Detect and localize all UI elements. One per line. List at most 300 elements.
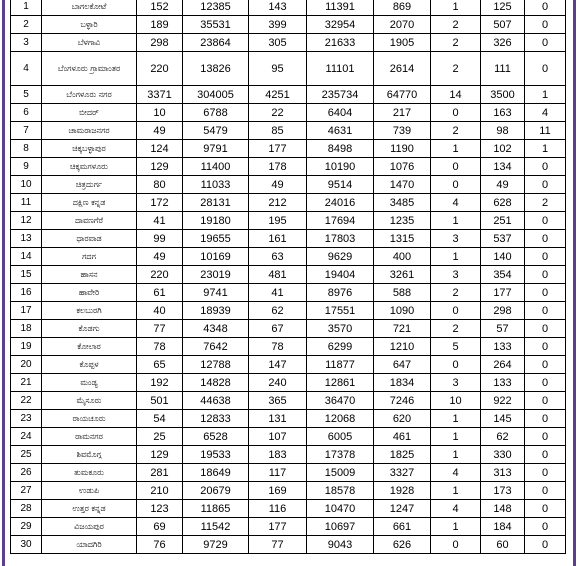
cell-district-name: ಧಾರವಾಡ — [42, 230, 137, 248]
cell-count-d: 32954 — [307, 16, 374, 34]
table-row — [11, 248, 566, 266]
cell-serial-number: 7 — [11, 122, 42, 140]
cell-count-b: 20679 — [183, 482, 249, 500]
table-row — [11, 230, 566, 248]
cell-count-d: 3570 — [307, 320, 374, 338]
table-row — [11, 446, 566, 464]
table-row — [11, 212, 566, 230]
cell-count-c: 62 — [249, 302, 307, 320]
cell-count-f: 0 — [431, 536, 481, 554]
table-row — [11, 140, 566, 158]
cell-count-a: 172 — [137, 194, 183, 212]
cell-count-h: 0 — [525, 518, 566, 536]
cell-count-a: 123 — [137, 500, 183, 518]
cell-count-e: 626 — [374, 536, 431, 554]
cell-count-d: 10697 — [307, 518, 374, 536]
cell-count-g: 326 — [481, 34, 525, 52]
cell-district-name: ದಾವಣಗೆರೆ — [42, 212, 137, 230]
cell-count-h: 0 — [525, 34, 566, 52]
cell-count-c: 195 — [249, 212, 307, 230]
cell-count-c: 67 — [249, 320, 307, 338]
cell-count-d: 17694 — [307, 212, 374, 230]
cell-serial-number: 24 — [11, 428, 42, 446]
cell-count-c: 240 — [249, 374, 307, 392]
cell-district-name: ಉಡುಪಿ — [42, 482, 137, 500]
cell-district-name: ಕೊಪ್ಪಳ — [42, 356, 137, 374]
table-row — [11, 158, 566, 176]
cell-count-f: 2 — [431, 122, 481, 140]
cell-count-h: 0 — [525, 230, 566, 248]
cell-district-name: ವಿಜಯಪುರ — [42, 518, 137, 536]
cell-count-d: 11877 — [307, 356, 374, 374]
cell-count-h: 0 — [525, 500, 566, 518]
cell-count-g: 125 — [481, 0, 525, 16]
cell-count-e: 1090 — [374, 302, 431, 320]
cell-serial-number: 28 — [11, 500, 42, 518]
cell-district-name: ಬೀದರ್ — [42, 104, 137, 122]
table-body — [11, 0, 566, 554]
cell-count-c: 107 — [249, 428, 307, 446]
cell-count-e: 3485 — [374, 194, 431, 212]
cell-count-a: 10 — [137, 104, 183, 122]
cell-district-name: ಕಲಬುರಗಿ — [42, 302, 137, 320]
cell-count-b: 12385 — [183, 0, 249, 16]
cell-count-e: 739 — [374, 122, 431, 140]
cell-count-b: 11542 — [183, 518, 249, 536]
cell-count-f: 3 — [431, 266, 481, 284]
cell-count-e: 721 — [374, 320, 431, 338]
cell-count-a: 41 — [137, 212, 183, 230]
cell-district-name: ಚಿತ್ರದುರ್ಗ — [42, 176, 137, 194]
cell-count-b: 23864 — [183, 34, 249, 52]
cell-count-b: 9791 — [183, 140, 249, 158]
cell-count-c: 399 — [249, 16, 307, 34]
cell-district-name: ಕೊಡಗು — [42, 320, 137, 338]
cell-count-a: 25 — [137, 428, 183, 446]
cell-count-e: 1315 — [374, 230, 431, 248]
cell-count-a: 49 — [137, 248, 183, 266]
cell-count-c: 95 — [249, 52, 307, 86]
cell-count-c: 183 — [249, 446, 307, 464]
cell-serial-number: 23 — [11, 410, 42, 428]
cell-count-h: 0 — [525, 158, 566, 176]
cell-count-g: 133 — [481, 374, 525, 392]
cell-district-name: ಶಿವಮೊಗ್ಗ — [42, 446, 137, 464]
cell-count-h: 1 — [525, 86, 566, 104]
cell-district-name: ಬೆಂಗಳೂರು ಗ್ರಾಮಾಂತರ — [42, 52, 137, 86]
cell-count-d: 6299 — [307, 338, 374, 356]
cell-serial-number: 13 — [11, 230, 42, 248]
cell-count-a: 192 — [137, 374, 183, 392]
cell-count-h: 0 — [525, 248, 566, 266]
cell-district-name: ತುಮಕೂರು — [42, 464, 137, 482]
cell-count-a: 54 — [137, 410, 183, 428]
cell-count-a: 129 — [137, 158, 183, 176]
cell-count-g: 60 — [481, 536, 525, 554]
cell-count-f: 1 — [431, 248, 481, 266]
cell-count-e: 217 — [374, 104, 431, 122]
cell-serial-number: 26 — [11, 464, 42, 482]
cell-count-b: 19655 — [183, 230, 249, 248]
cell-serial-number: 20 — [11, 356, 42, 374]
cell-count-g: 134 — [481, 158, 525, 176]
cell-count-a: 3371 — [137, 86, 183, 104]
cell-count-h: 11 — [525, 122, 566, 140]
cell-count-f: 1 — [431, 428, 481, 446]
cell-count-g: 98 — [481, 122, 525, 140]
cell-count-h: 0 — [525, 284, 566, 302]
cell-serial-number: 9 — [11, 158, 42, 176]
table-row — [11, 52, 566, 86]
cell-count-c: 481 — [249, 266, 307, 284]
table-row — [11, 374, 566, 392]
cell-count-b: 14828 — [183, 374, 249, 392]
table-row — [11, 284, 566, 302]
cell-count-d: 8498 — [307, 140, 374, 158]
cell-serial-number: 2 — [11, 16, 42, 34]
cell-count-a: 40 — [137, 302, 183, 320]
cell-count-c: 365 — [249, 392, 307, 410]
cell-count-b: 11865 — [183, 500, 249, 518]
table-row — [11, 518, 566, 536]
cell-count-b: 10169 — [183, 248, 249, 266]
cell-district-name: ಉತ್ತರ ಕನ್ನಡ — [42, 500, 137, 518]
cell-count-a: 61 — [137, 284, 183, 302]
table-row — [11, 392, 566, 410]
cell-count-c: 116 — [249, 500, 307, 518]
cell-count-h: 0 — [525, 392, 566, 410]
cell-count-b: 12788 — [183, 356, 249, 374]
cell-count-g: 111 — [481, 52, 525, 86]
cell-serial-number: 12 — [11, 212, 42, 230]
cell-count-a: 220 — [137, 266, 183, 284]
cell-count-f: 1 — [431, 518, 481, 536]
cell-count-h: 4 — [525, 104, 566, 122]
cell-count-f: 1 — [431, 140, 481, 158]
cell-district-name: ಹಾವೇರಿ — [42, 284, 137, 302]
cell-count-g: 922 — [481, 392, 525, 410]
cell-serial-number: 6 — [11, 104, 42, 122]
cell-count-e: 1076 — [374, 158, 431, 176]
cell-count-f: 4 — [431, 194, 481, 212]
table-row — [11, 266, 566, 284]
cell-count-d: 9043 — [307, 536, 374, 554]
cell-count-e: 3261 — [374, 266, 431, 284]
cell-count-g: 3500 — [481, 86, 525, 104]
cell-count-d: 10470 — [307, 500, 374, 518]
cell-count-g: 102 — [481, 140, 525, 158]
cell-district-name: ಬಳ್ಳಾರಿ — [42, 16, 137, 34]
cell-count-e: 1905 — [374, 34, 431, 52]
table-row — [11, 176, 566, 194]
cell-serial-number: 1 — [11, 0, 42, 16]
cell-serial-number: 19 — [11, 338, 42, 356]
cell-count-f: 1 — [431, 410, 481, 428]
cell-count-h: 2 — [525, 194, 566, 212]
cell-count-d: 11101 — [307, 52, 374, 86]
district-data-table — [10, 0, 566, 554]
cell-serial-number: 10 — [11, 176, 42, 194]
cell-serial-number: 8 — [11, 140, 42, 158]
cell-count-g: 330 — [481, 446, 525, 464]
cell-count-g: 62 — [481, 428, 525, 446]
page-border-left — [2, 0, 5, 566]
cell-serial-number: 21 — [11, 374, 42, 392]
cell-count-c: 161 — [249, 230, 307, 248]
cell-count-h: 0 — [525, 464, 566, 482]
cell-count-f: 14 — [431, 86, 481, 104]
cell-count-d: 36470 — [307, 392, 374, 410]
cell-count-b: 9729 — [183, 536, 249, 554]
cell-count-g: 173 — [481, 482, 525, 500]
cell-count-f: 2 — [431, 320, 481, 338]
cell-count-a: 281 — [137, 464, 183, 482]
cell-count-e: 64770 — [374, 86, 431, 104]
cell-count-c: 4251 — [249, 86, 307, 104]
cell-count-c: 22 — [249, 104, 307, 122]
cell-count-b: 5479 — [183, 122, 249, 140]
cell-count-g: 145 — [481, 410, 525, 428]
cell-count-c: 177 — [249, 518, 307, 536]
cell-count-h: 0 — [525, 446, 566, 464]
cell-district-name: ಕೋಲಾರ — [42, 338, 137, 356]
cell-district-name: ಚಿಕ್ಕಮಗಳೂರು — [42, 158, 137, 176]
cell-count-b: 4348 — [183, 320, 249, 338]
cell-serial-number: 25 — [11, 446, 42, 464]
table-row — [11, 194, 566, 212]
cell-count-h: 0 — [525, 374, 566, 392]
cell-count-f: 2 — [431, 34, 481, 52]
cell-serial-number: 5 — [11, 86, 42, 104]
cell-count-g: 251 — [481, 212, 525, 230]
cell-count-b: 19180 — [183, 212, 249, 230]
cell-count-f: 4 — [431, 464, 481, 482]
table-row — [11, 410, 566, 428]
cell-count-g: 298 — [481, 302, 525, 320]
cell-count-g: 133 — [481, 338, 525, 356]
cell-count-g: 148 — [481, 500, 525, 518]
cell-count-d: 6005 — [307, 428, 374, 446]
cell-count-f: 4 — [431, 500, 481, 518]
table-row — [11, 356, 566, 374]
cell-count-e: 2614 — [374, 52, 431, 86]
cell-district-name: ದಕ್ಷಿಣ ಕನ್ನಡ — [42, 194, 137, 212]
cell-count-f: 2 — [431, 52, 481, 86]
table-row — [11, 302, 566, 320]
cell-count-g: 537 — [481, 230, 525, 248]
cell-count-c: 78 — [249, 338, 307, 356]
cell-count-f: 0 — [431, 104, 481, 122]
cell-district-name: ಬೆಂಗಳೂರು ನಗರ — [42, 86, 137, 104]
cell-district-name: ಚಿಕ್ಕಬಳ್ಳಾಪುರ — [42, 140, 137, 158]
cell-serial-number: 18 — [11, 320, 42, 338]
cell-count-g: 163 — [481, 104, 525, 122]
cell-count-f: 2 — [431, 284, 481, 302]
cell-count-d: 17551 — [307, 302, 374, 320]
cell-count-b: 304005 — [183, 86, 249, 104]
cell-count-e: 1470 — [374, 176, 431, 194]
cell-count-c: 169 — [249, 482, 307, 500]
cell-count-a: 210 — [137, 482, 183, 500]
cell-count-e: 1834 — [374, 374, 431, 392]
cell-count-c: 147 — [249, 356, 307, 374]
cell-count-e: 869 — [374, 0, 431, 16]
table-row — [11, 122, 566, 140]
cell-count-d: 21633 — [307, 34, 374, 52]
cell-district-name: ಗದಗ — [42, 248, 137, 266]
cell-count-a: 65 — [137, 356, 183, 374]
cell-count-a: 501 — [137, 392, 183, 410]
table-row — [11, 482, 566, 500]
cell-serial-number: 27 — [11, 482, 42, 500]
cell-count-d: 15009 — [307, 464, 374, 482]
cell-count-e: 3327 — [374, 464, 431, 482]
table-row — [11, 536, 566, 554]
cell-count-d: 19404 — [307, 266, 374, 284]
cell-count-c: 143 — [249, 0, 307, 16]
cell-count-b: 6788 — [183, 104, 249, 122]
cell-count-h: 0 — [525, 482, 566, 500]
cell-serial-number: 14 — [11, 248, 42, 266]
cell-count-e: 588 — [374, 284, 431, 302]
cell-count-d: 235734 — [307, 86, 374, 104]
cell-count-g: 184 — [481, 518, 525, 536]
cell-count-c: 63 — [249, 248, 307, 266]
table-row — [11, 0, 566, 16]
cell-count-g: 628 — [481, 194, 525, 212]
table-row — [11, 86, 566, 104]
cell-serial-number: 11 — [11, 194, 42, 212]
table-row — [11, 34, 566, 52]
cell-district-name: ಚಾಮರಾಜನಗರ — [42, 122, 137, 140]
cell-count-f: 0 — [431, 356, 481, 374]
cell-count-a: 78 — [137, 338, 183, 356]
cell-count-a: 76 — [137, 536, 183, 554]
cell-count-a: 189 — [137, 16, 183, 34]
cell-district-name: ರಾಮನಗರ — [42, 428, 137, 446]
cell-count-h: 0 — [525, 266, 566, 284]
cell-count-g: 507 — [481, 16, 525, 34]
cell-count-e: 1190 — [374, 140, 431, 158]
cell-count-c: 305 — [249, 34, 307, 52]
cell-count-h: 0 — [525, 338, 566, 356]
cell-count-d: 10190 — [307, 158, 374, 176]
cell-count-e: 647 — [374, 356, 431, 374]
table-row — [11, 320, 566, 338]
cell-count-f: 1 — [431, 212, 481, 230]
cell-count-a: 49 — [137, 122, 183, 140]
cell-count-b: 11400 — [183, 158, 249, 176]
cell-serial-number: 3 — [11, 34, 42, 52]
cell-count-h: 0 — [525, 410, 566, 428]
cell-count-b: 19533 — [183, 446, 249, 464]
cell-count-f: 1 — [431, 446, 481, 464]
cell-count-c: 49 — [249, 176, 307, 194]
cell-count-a: 298 — [137, 34, 183, 52]
cell-district-name: ಹಾಸನ — [42, 266, 137, 284]
cell-count-b: 28131 — [183, 194, 249, 212]
cell-count-g: 49 — [481, 176, 525, 194]
cell-count-c: 212 — [249, 194, 307, 212]
cell-count-d: 12861 — [307, 374, 374, 392]
cell-count-h: 0 — [525, 212, 566, 230]
cell-count-h: 0 — [525, 0, 566, 16]
cell-district-name: ಮೈಸೂರು — [42, 392, 137, 410]
table-row — [11, 428, 566, 446]
table-row — [11, 338, 566, 356]
cell-count-g: 264 — [481, 356, 525, 374]
cell-serial-number: 17 — [11, 302, 42, 320]
cell-count-c: 131 — [249, 410, 307, 428]
cell-count-b: 7642 — [183, 338, 249, 356]
cell-count-c: 177 — [249, 140, 307, 158]
cell-count-h: 0 — [525, 428, 566, 446]
cell-count-d: 24016 — [307, 194, 374, 212]
cell-count-a: 124 — [137, 140, 183, 158]
cell-count-g: 177 — [481, 284, 525, 302]
cell-count-f: 3 — [431, 230, 481, 248]
cell-count-b: 13826 — [183, 52, 249, 86]
cell-district-name: ಬೆಳಗಾವಿ — [42, 34, 137, 52]
cell-count-c: 77 — [249, 536, 307, 554]
table-row — [11, 104, 566, 122]
cell-serial-number: 15 — [11, 266, 42, 284]
cell-count-f: 1 — [431, 482, 481, 500]
table-row — [11, 500, 566, 518]
cell-count-d: 9629 — [307, 248, 374, 266]
cell-count-b: 18939 — [183, 302, 249, 320]
cell-count-b: 23019 — [183, 266, 249, 284]
cell-count-e: 1235 — [374, 212, 431, 230]
cell-count-e: 7246 — [374, 392, 431, 410]
cell-count-f: 3 — [431, 374, 481, 392]
table-row — [11, 464, 566, 482]
cell-count-b: 18649 — [183, 464, 249, 482]
cell-count-e: 1210 — [374, 338, 431, 356]
cell-count-d: 12068 — [307, 410, 374, 428]
cell-count-h: 1 — [525, 140, 566, 158]
cell-serial-number: 4 — [11, 52, 42, 86]
cell-count-b: 11033 — [183, 176, 249, 194]
cell-count-d: 17378 — [307, 446, 374, 464]
cell-serial-number: 22 — [11, 392, 42, 410]
cell-count-e: 1247 — [374, 500, 431, 518]
cell-count-e: 1825 — [374, 446, 431, 464]
cell-serial-number: 29 — [11, 518, 42, 536]
cell-count-c: 178 — [249, 158, 307, 176]
cell-count-d: 4631 — [307, 122, 374, 140]
cell-count-b: 44638 — [183, 392, 249, 410]
cell-count-b: 12833 — [183, 410, 249, 428]
cell-count-g: 313 — [481, 464, 525, 482]
cell-count-f: 0 — [431, 158, 481, 176]
cell-count-a: 129 — [137, 446, 183, 464]
cell-count-d: 6404 — [307, 104, 374, 122]
cell-district-name: ಬಾಗಲಕೋಟೆ — [42, 0, 137, 16]
cell-count-f: 0 — [431, 176, 481, 194]
cell-count-a: 77 — [137, 320, 183, 338]
cell-count-d: 9514 — [307, 176, 374, 194]
cell-count-g: 57 — [481, 320, 525, 338]
cell-count-h: 0 — [525, 302, 566, 320]
cell-count-d: 8976 — [307, 284, 374, 302]
cell-serial-number: 16 — [11, 284, 42, 302]
cell-count-b: 9741 — [183, 284, 249, 302]
cell-count-e: 620 — [374, 410, 431, 428]
cell-district-name: ಮಂಡ್ಯ — [42, 374, 137, 392]
cell-serial-number: 30 — [11, 536, 42, 554]
cell-count-c: 41 — [249, 284, 307, 302]
